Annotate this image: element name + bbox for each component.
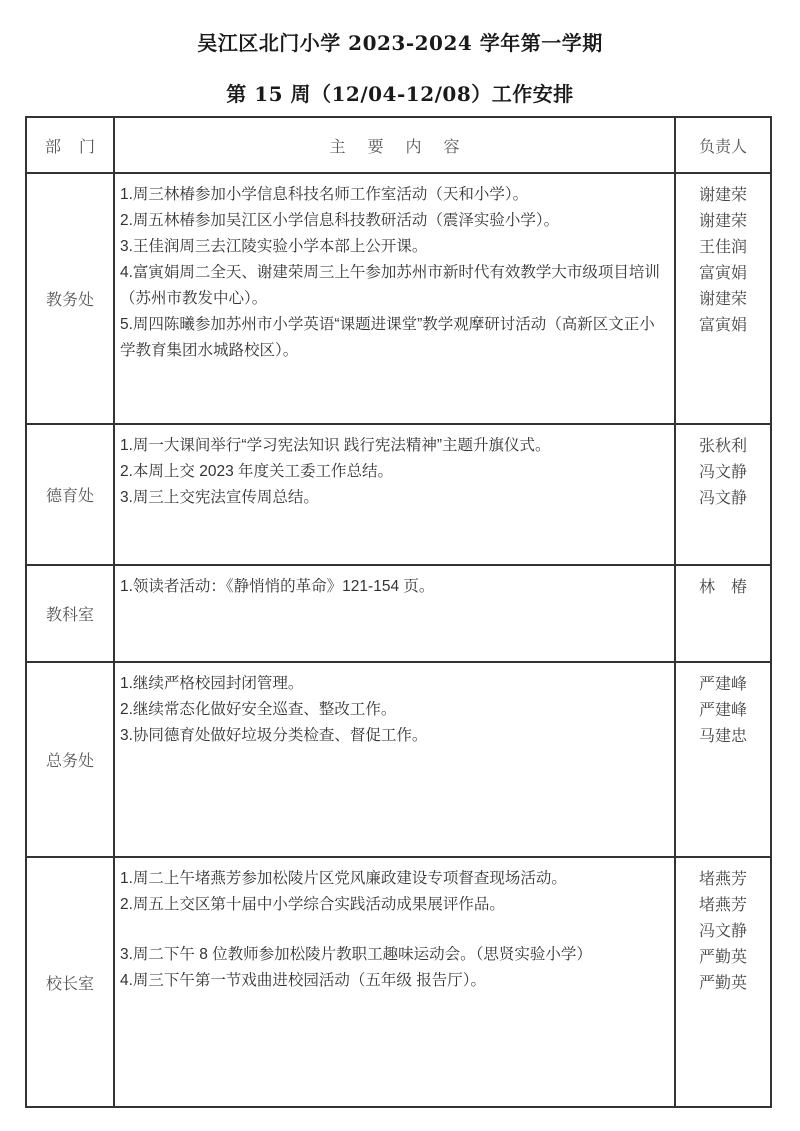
owner-name: 严勤英 — [698, 973, 747, 992]
department-cell: 教务处 — [26, 173, 114, 424]
document-title: 吴江区北门小学 2023-2024 学年第一学期 — [197, 31, 603, 55]
column-header-owner: 负责人 — [675, 117, 771, 173]
column-header-department: 部门 — [26, 117, 114, 173]
task-item: 1.周三林椿参加小学信息科技名师工作室活动（天和小学）。 — [120, 186, 529, 203]
owner-name: 林 椿 — [698, 577, 747, 596]
schedule-table — [25, 116, 772, 1108]
owner-name: 严建峰 — [698, 674, 747, 693]
department-cell: 校长室 — [26, 857, 114, 1107]
content-cell — [114, 565, 675, 662]
table-row-principal-office — [26, 857, 771, 1107]
task-item: 1.周一大课间举行“学习宪法知识 践行宪法精神”主题升旗仪式。 — [120, 437, 551, 454]
owner-cell — [675, 662, 771, 857]
document-subtitle: 第 15 周（12/04-12/08）工作安排 — [226, 82, 574, 106]
table-header-row — [26, 117, 771, 173]
owner-name: 张秋利 — [698, 436, 747, 455]
task-item: 3.王佳润周三去江陵实验小学本部上公开课。 — [120, 238, 428, 255]
table-row-moral-education — [26, 424, 771, 565]
column-header-content: 主要内容 — [114, 117, 675, 173]
task-item: 4.周三下午第一节戏曲进校园活动（五年级 报告厅）。 — [120, 972, 486, 989]
owner-name: 谢建荣 — [698, 211, 747, 230]
task-item: 1.周二上午堵燕芳参加松陵片区党风廉政建设专项督查现场活动。 — [120, 870, 567, 887]
task-item: 1.继续严格校园封闭管理。 — [120, 675, 304, 692]
task-item: 2.周五林椿参加吴江区小学信息科技教研活动（震泽实验小学）。 — [120, 212, 560, 229]
task-item: 2.继续常态化做好安全巡查、整改工作。 — [120, 701, 397, 718]
content-cell — [114, 173, 675, 424]
department-cell: 总务处 — [26, 662, 114, 857]
task-item: 3.周二下午 8 位教师参加松陵片教职工趣味运动会。（思贤实验小学） — [120, 946, 592, 963]
owner-name: 冯文静 — [698, 488, 747, 507]
owner-name: 堵燕芳 — [698, 895, 747, 914]
task-item: 2.本周上交 2023 年度关工委工作总结。 — [120, 463, 394, 480]
owner-name: 谢建荣 — [698, 185, 747, 204]
task-item: 3.周三上交宪法宣传周总结。 — [120, 489, 319, 506]
table-row-research-office — [26, 565, 771, 662]
task-item: 4.富寅娟周二全天、谢建荣周三上午参加苏州市新时代有效教学大市级项目培训（苏州市教发中心）。 — [120, 264, 660, 307]
owner-cell — [675, 565, 771, 662]
content-cell — [114, 662, 675, 857]
owner-name: 马建忠 — [698, 726, 747, 745]
content-cell — [114, 857, 675, 1107]
owner-name: 堵燕芳 — [698, 869, 747, 888]
owner-name: 冯文静 — [698, 462, 747, 481]
owner-cell — [675, 173, 771, 424]
department-cell: 教科室 — [26, 565, 114, 662]
task-item: 5.周四陈曦参加苏州市小学英语“课题进课堂”教学观摩研讨活动（高新区文正小学教育集团水城路校区）。 — [120, 316, 655, 359]
owner-name: 富寅娟 — [698, 263, 747, 282]
owner-name: 谢建荣 — [698, 289, 747, 308]
content-cell — [114, 424, 675, 565]
owner-name: 严勤英 — [698, 947, 747, 966]
task-item: 3.协同德育处做好垃圾分类检查、督促工作。 — [120, 727, 428, 744]
blank-gap — [120, 918, 670, 942]
owner-cell — [675, 857, 771, 1107]
table-row-academic-affairs — [26, 173, 771, 424]
owner-name: 王佳润 — [698, 237, 747, 256]
owner-name: 冯文静 — [698, 921, 747, 940]
task-item: 2.周五上交区第十届中小学综合实践活动成果展评作品。 — [120, 896, 505, 913]
task-item: 1.领读者活动：《静悄悄的革命》121-154 页。 — [120, 578, 435, 595]
owner-cell — [675, 424, 771, 565]
owner-name: 严建峰 — [698, 700, 747, 719]
department-cell: 德育处 — [26, 424, 114, 565]
owner-name: 富寅娟 — [698, 315, 747, 334]
table-row-general-affairs — [26, 662, 771, 857]
